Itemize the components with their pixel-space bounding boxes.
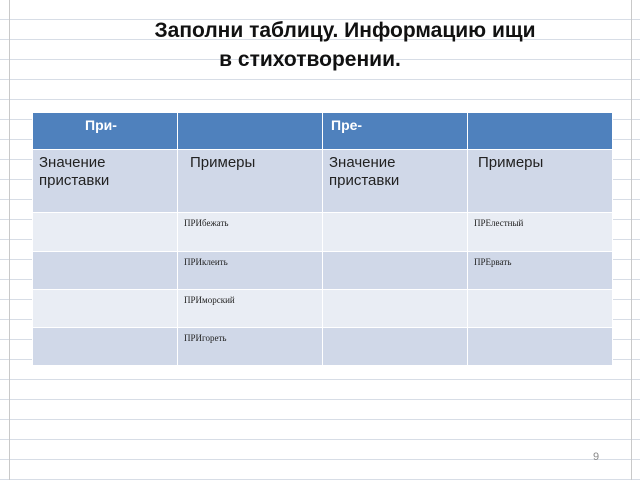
header-cell-empty [178,113,323,150]
table-row [33,328,613,366]
subheader-meaning-pre: Значение приставки [323,150,468,213]
subheader-meaning-pri: Значение приставки [33,150,178,213]
table-cell [323,252,468,290]
table-cell [33,290,178,328]
table-cell [33,328,178,366]
slide-title [40,16,620,74]
table-row [33,290,613,328]
table-cell: ПРИклеить [178,252,323,290]
table-cell [323,328,468,366]
header-cell-pri: При- [33,113,178,150]
table-cell [468,328,613,366]
table-cell [468,290,613,328]
page-number: 9 [593,451,600,463]
table-subheader-row [33,150,613,213]
table-header-row [33,113,613,150]
header-cell-pre: Пре- [323,113,468,150]
header-cell-empty [468,113,613,150]
table-row [33,252,613,290]
table-cell: ПРЕлестный [468,213,613,252]
table-cell [323,213,468,252]
table-cell: ПРИбежать [178,213,323,252]
table-cell [323,290,468,328]
table-cell: ПРИморский [178,290,323,328]
title-line-1: Заполни таблицу. Информацию ищи [154,19,536,42]
table-cell: ПРИгореть [178,328,323,366]
table-cell [33,252,178,290]
subheader-examples-pre: Примеры [468,150,613,213]
prefix-table [32,112,613,366]
table-cell [33,213,178,252]
subheader-examples-pri: Примеры [178,150,323,213]
title-line-2: в стихотворении. [219,48,401,71]
table-row [33,213,613,252]
table-cell: ПРЕрвать [468,252,613,290]
